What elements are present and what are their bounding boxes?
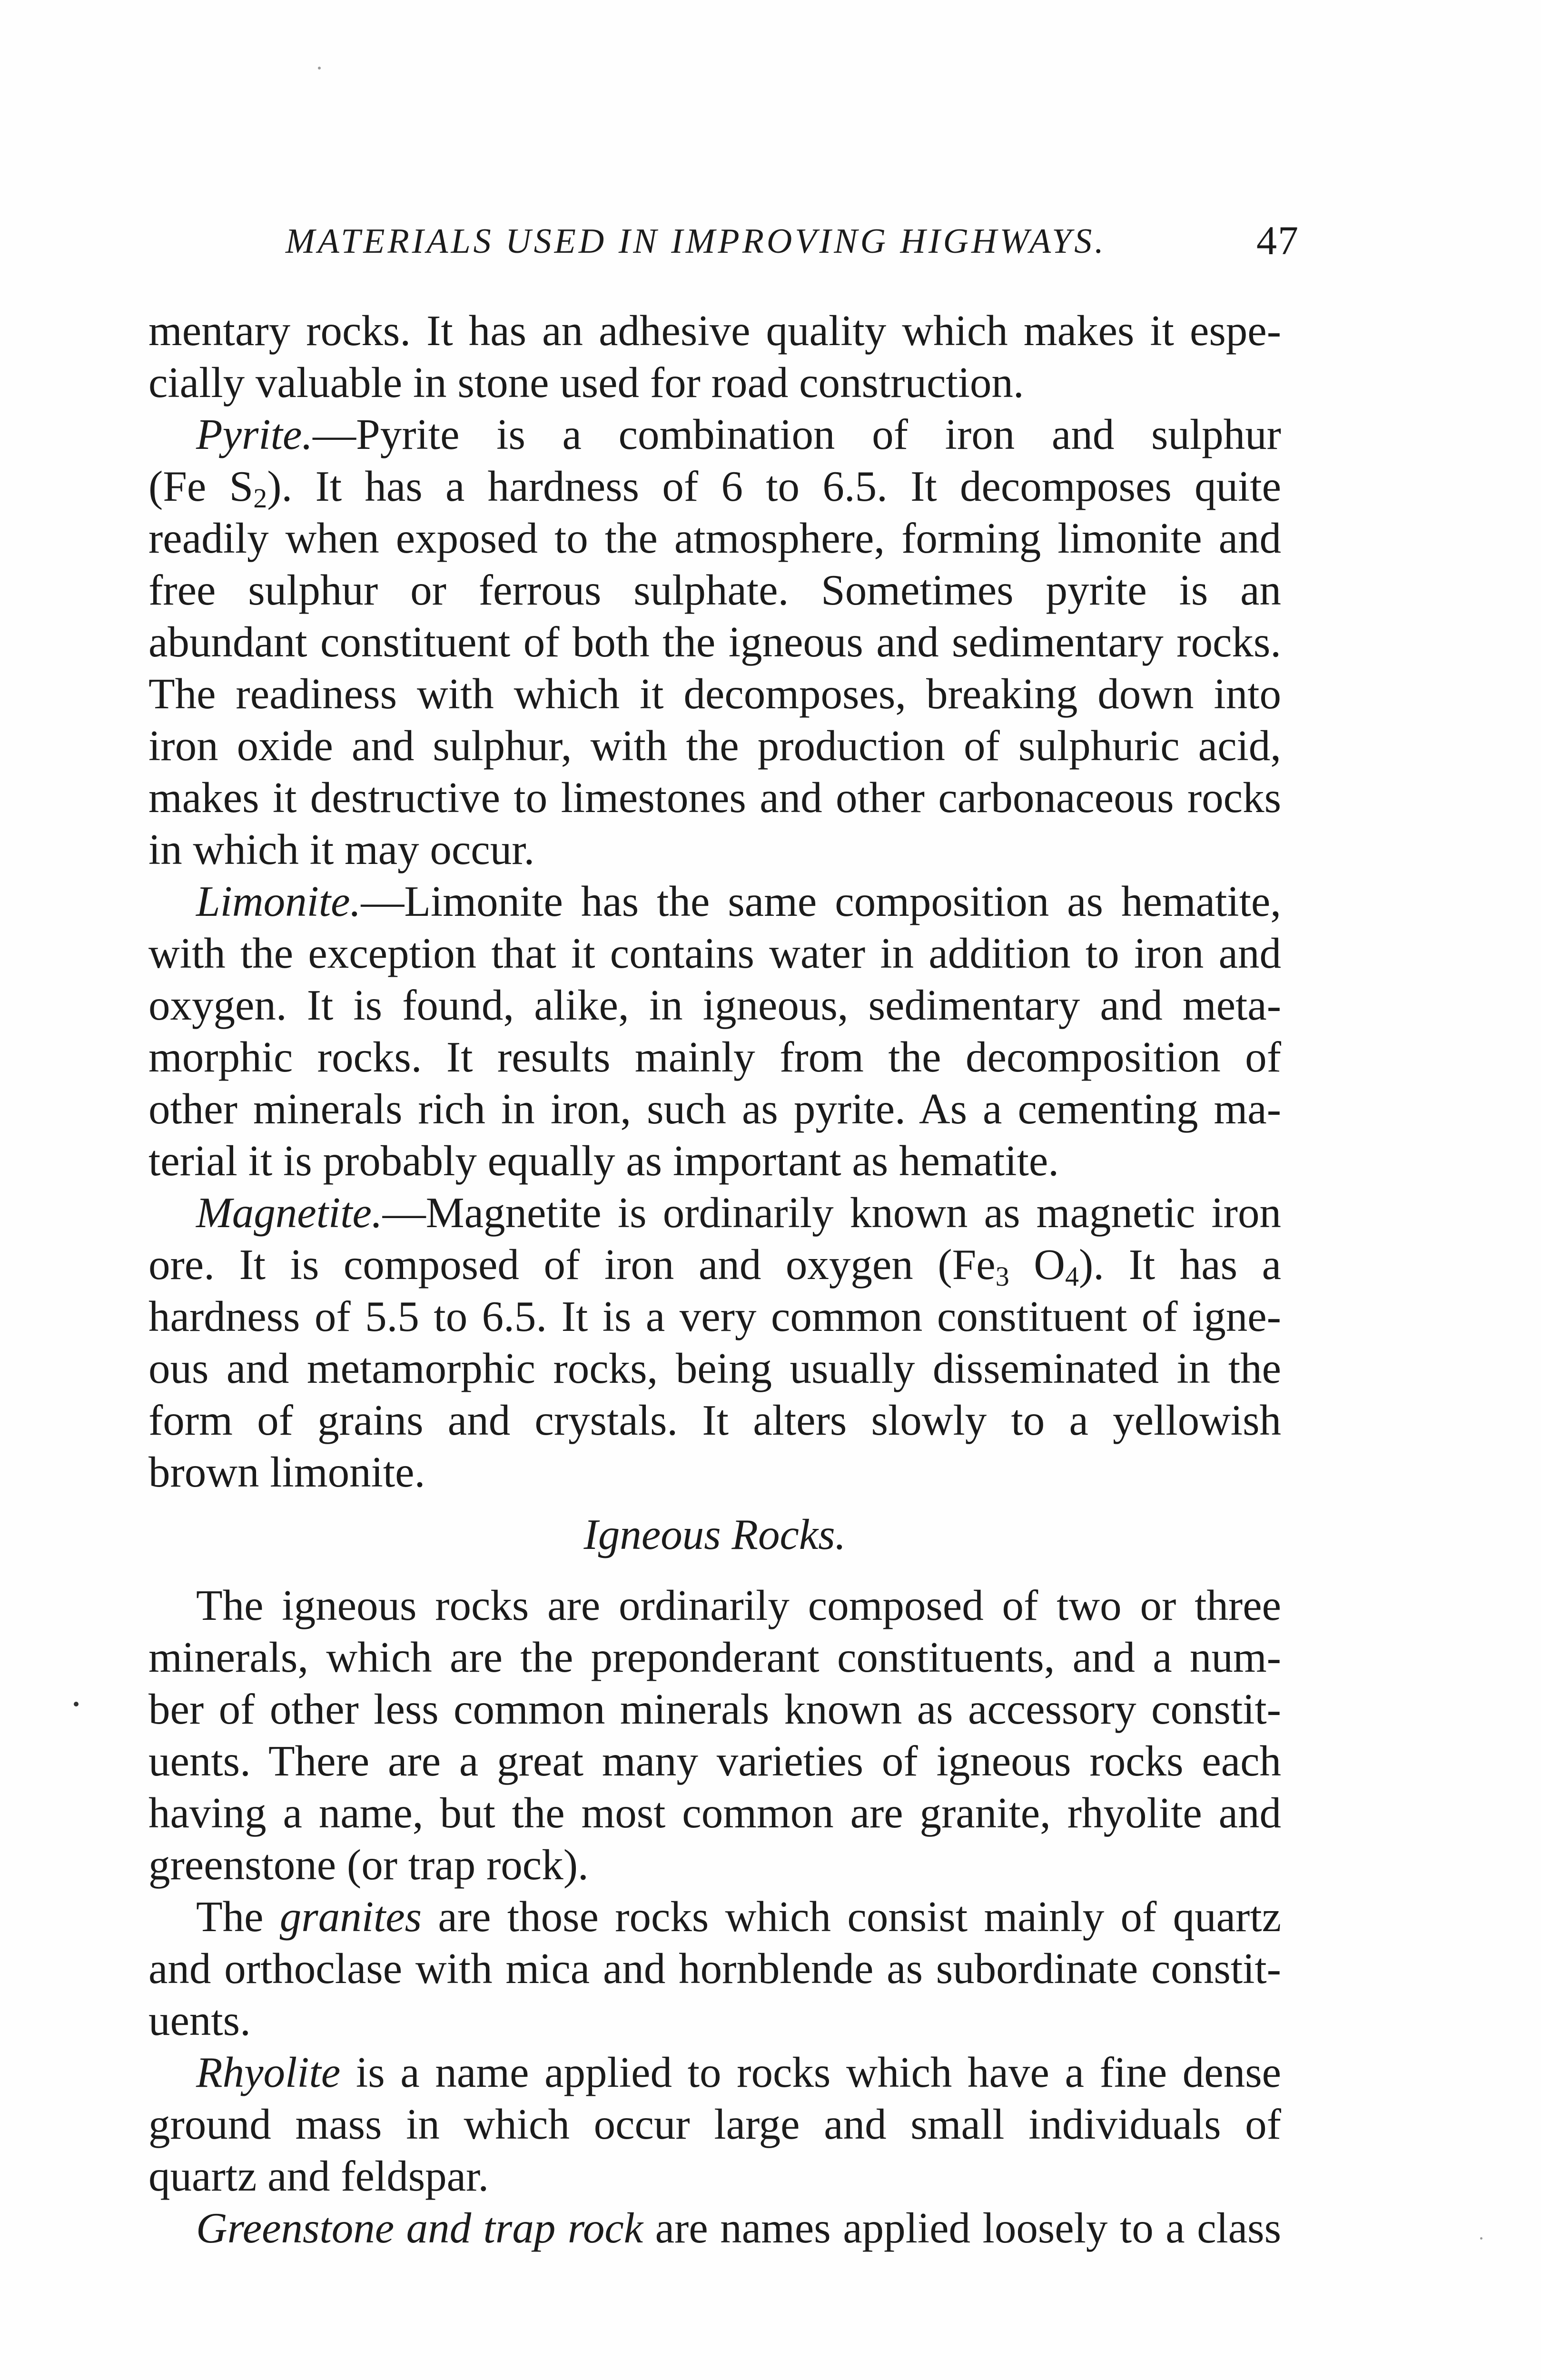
text-line: hardness of 5.5 to 6.5. It is a very common constituent of igne- <box>148 1292 1281 1340</box>
text-line: other minerals rich in iron, such as pyrite. As a cementing ma- <box>148 1085 1281 1133</box>
text-line: greenstone (or trap rock). <box>148 1841 589 1889</box>
text-line: quartz and feldspar. <box>148 2152 489 2200</box>
text-line: ber of other less common minerals known as accessory constit- <box>148 1685 1281 1733</box>
text-line: readily when exposed to the atmosphere, forming limonite and <box>148 514 1281 562</box>
text-line: (Fe $S_2$). It has a hardness of 6 to 6.5. It decomposes quite <box>148 462 1281 514</box>
term-limonite: Limonite. <box>196 877 361 925</box>
paper-speck <box>1480 2237 1482 2240</box>
text-line: iron oxide and sulphur, with the production of sulphuric acid, <box>148 722 1281 770</box>
text-line: minerals, which are the preponderant constituents, and a num- <box>148 1633 1281 1681</box>
section-heading: Igneous Rocks. <box>583 1510 846 1558</box>
text-line: in which it may occur. <box>148 825 535 873</box>
stray-ink-dot <box>74 1702 79 1706</box>
paragraph-greenstone: Greenstone and trap rock are names applied loosely to a class <box>196 2204 1281 2252</box>
term-pyrite: Pyrite. <box>196 410 313 458</box>
text-line: brown limonite. <box>148 1448 425 1496</box>
text-line: The readiness with which it decomposes, breaking down into <box>148 670 1281 718</box>
paragraph-igneous: The igneous rocks are ordinarily composed of two or three <box>196 1581 1281 1629</box>
text-line: uents. <box>148 1996 251 2044</box>
text-line: makes it destructive to limestones and other carbonaceous rocks <box>148 774 1281 822</box>
page-header <box>286 217 1299 269</box>
text-line: oxygen. It is found, alike, in igneous, sedimentary and meta- <box>148 981 1281 1029</box>
text-line: uents. There are a great many varieties of igneous rocks each <box>148 1737 1281 1785</box>
text-line: ore. It is composed of iron and oxygen ($Fe_3$ $O_4$). It has a <box>148 1240 1281 1292</box>
term-magnetite: Magnetite. <box>196 1189 383 1237</box>
text-line: and orthoclase with mica and hornblende as subordinate constit- <box>148 1944 1281 1993</box>
body-text <box>148 305 1281 2254</box>
text-line: abundant constituent of both the igneous and sedimentary rocks. <box>148 618 1281 666</box>
text-line: cially valuable in stone used for road construction. <box>148 358 1024 407</box>
term-granites: granites <box>279 1893 422 1941</box>
text-line: mentary rocks. It has an adhesive quality which makes it espe- <box>148 307 1281 355</box>
paragraph-granites: The granites are those rocks which consist mainly of quartz <box>196 1893 1281 1941</box>
text-line: morphic rocks. It results mainly from the decomposition of <box>148 1033 1281 1081</box>
running-head: MATERIALS USED IN IMPROVING HIGHWAYS. <box>286 222 1106 261</box>
text-line: ground mass in which occur large and small individuals of <box>148 2100 1281 2148</box>
paragraph-magnetite: Magnetite.—Magnetite is ordinarily known as magnetic iron <box>196 1189 1281 1237</box>
text-line: free sulphur or ferrous sulphate. Sometimes pyrite is an <box>148 566 1281 614</box>
paragraph-limonite: Limonite.—Limonite has the same composition as hematite, <box>196 877 1281 925</box>
term-greenstone: Greenstone and trap rock <box>196 2204 643 2252</box>
paper-speck <box>318 67 321 69</box>
page-number: 47 <box>1256 218 1299 263</box>
text-line: terial it is probably equally as important as hematite. <box>148 1137 1059 1185</box>
text-line: with the exception that it contains water in addition to iron and <box>148 929 1281 977</box>
text-line: form of grains and crystals. It alters slowly to a yellowish <box>148 1396 1281 1444</box>
term-rhyolite: Rhyolite <box>196 2048 341 2096</box>
paragraph-rhyolite: Rhyolite is a name applied to rocks which have a fine dense <box>196 2048 1281 2096</box>
text-line: ous and metamorphic rocks, being usually disseminated in the <box>148 1344 1281 1392</box>
text-line: having a name, but the most common are granite, rhyolite and <box>148 1789 1281 1837</box>
paragraph-pyrite: Pyrite.—Pyrite is a combination of iron and sulphur <box>196 410 1281 458</box>
